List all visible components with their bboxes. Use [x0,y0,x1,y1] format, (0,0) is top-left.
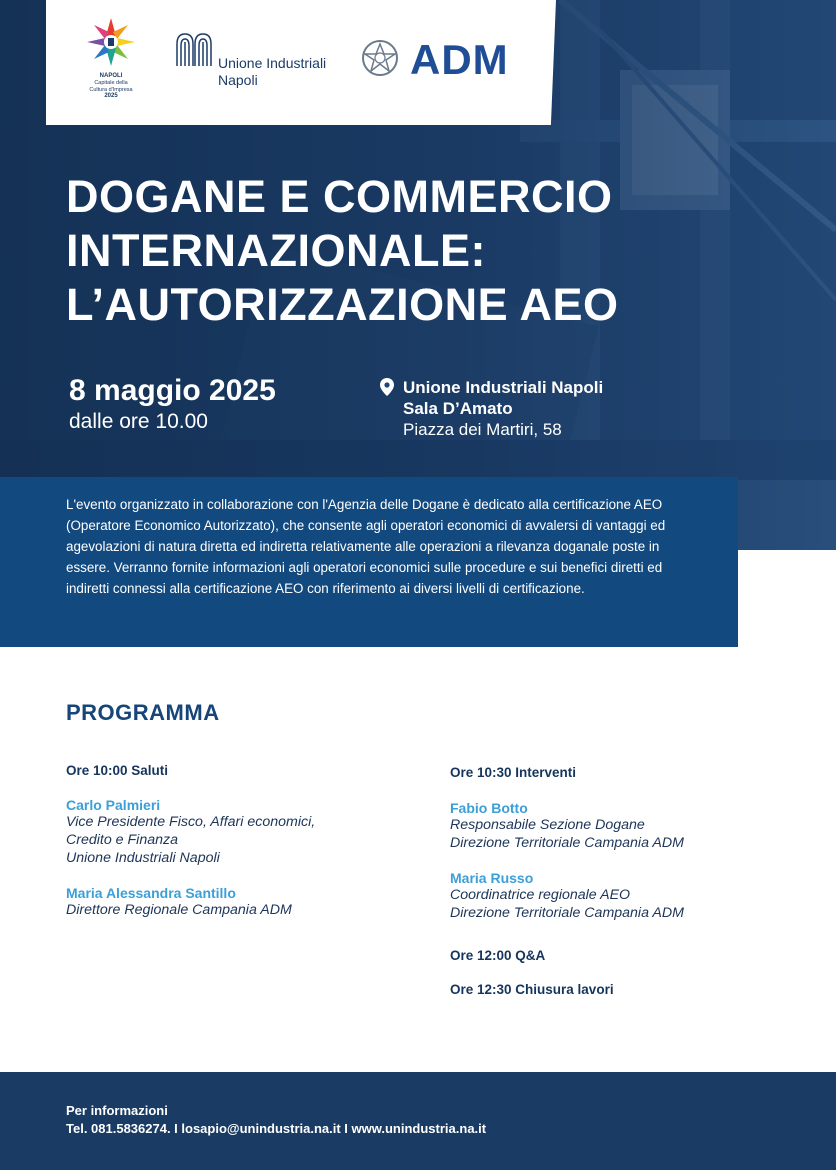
napoli-logo-subtext-2: Cultura d'Impresa [89,86,133,93]
event-description: L'evento organizzato in collaborazione con l'Agenzia delle Dogane è dedicato alla certificazione AEO (Operatore Economico Autorizzato), che consente agli operatori economici di avvalersi di vantaggi ed agevolazioni di natura diretta ed indiretta relativamente alle operazioni a rilevanza doganale poste in essere. Verranno fornite informazioni agli operatori economici sulle procedure e sui benefici diretti ed indiretti connessi alla certificazione AEO con riferimento ai diversi livelli di certificazione. [66,497,666,596]
speaker-role: Vice Presidente Fisco, Affari economici, [66,814,316,830]
event-title [66,170,766,332]
adm-logo-text: ADM [410,36,509,83]
italian-emblem-icon [360,38,400,78]
napoli-logo-subtext: Capitale della [94,80,128,86]
napoli-logo-text: NAPOLI [99,73,123,79]
unione-logo-line1: Unione Industriali [218,55,327,71]
title-line-3: L’AUTORIZZAZIONE AEO [66,279,619,330]
speaker-name: Carlo Palmieri [66,797,161,813]
slot-qa: Ore 12:00 Q&A [450,948,546,963]
event-venue [403,377,603,440]
venue-address: Piazza dei Martiri, 58 [403,420,562,439]
napoli-capitale-logo [76,16,146,104]
venue-room: Sala D’Amato [403,399,513,418]
speaker-name: Maria Russo [450,870,534,886]
footer-info-label: Per informazioni [66,1103,168,1118]
venue-name: Unione Industriali Napoli [403,378,604,397]
programma-heading: PROGRAMMA [66,700,220,725]
speaker-role: Direzione Territoriale Campania ADM [450,835,684,851]
napoli-flower-icon [76,16,146,68]
programma-left-column [66,763,406,937]
adm-logo [360,38,530,83]
location-pin-icon [380,378,394,396]
slot-saluti: Ore 10:00 Saluti [66,763,169,778]
title-line-2: INTERNAZIONALE: [66,225,486,276]
speaker-maria-alessandra-santillo [66,885,406,919]
speaker-role: Coordinatrice regionale AEO [450,887,631,903]
event-time: dalle ore 10.00 [69,410,208,433]
unione-industriali-icon [173,30,215,72]
programma-right-column [450,765,790,997]
speaker-fabio-botto [450,800,790,852]
speaker-role: Responsabile Sezione Dogane [450,817,645,833]
slot-interventi: Ore 10:30 Interventi [450,765,577,780]
event-date: 8 maggio 2025 [69,374,276,407]
speaker-name: Fabio Botto [450,800,528,816]
speaker-role: Direzione Territoriale Campania ADM [450,905,684,921]
speaker-maria-russo [450,870,790,922]
speaker-role: Credito e Finanza [66,832,178,848]
unione-industriali-logo [173,30,343,90]
speaker-role: Unione Industriali Napoli [66,850,220,866]
slot-chiusura: Ore 12:30 Chiusura lavori [450,982,614,997]
speaker-carlo-palmieri [66,797,406,867]
title-line-1: DOGANE E COMMERCIO [66,171,613,222]
speaker-role: Direttore Regionale Campania ADM [66,902,292,918]
unione-logo-line2: Napoli [218,72,258,88]
footer-contacts: Tel. 081.5836274. I losapio@unindustria.na.it I www.unindustria.na.it [66,1121,487,1136]
napoli-logo-year: 2025 [104,93,118,99]
speaker-name: Maria Alessandra Santillo [66,885,236,901]
